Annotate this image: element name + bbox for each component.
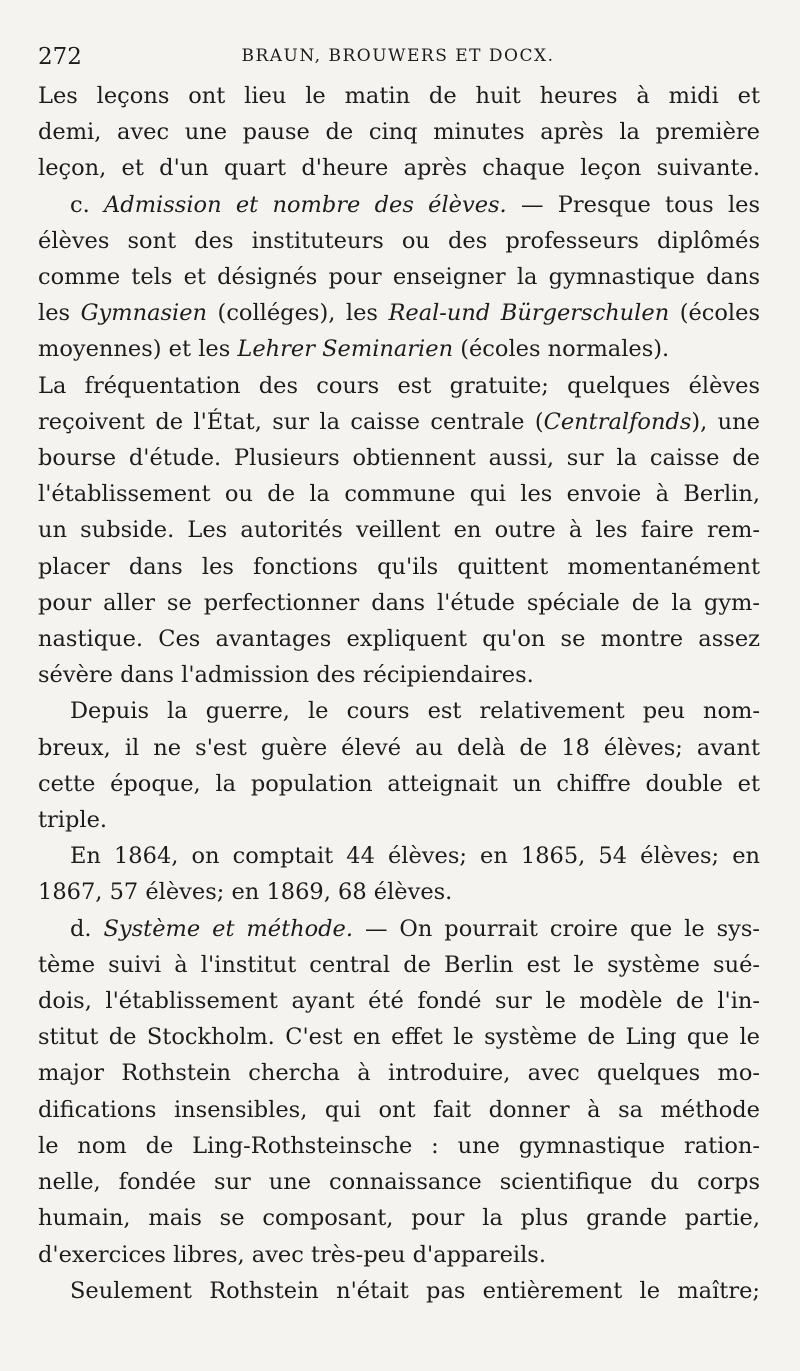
text-line: cette époque, la population atteignait un chiffre double et [38,770,760,797]
text-line: pour aller se perfectionner dans l'étude spéciale de la gym- [38,589,760,616]
text-line: Seulement Rothstein n'était pas entièrement le maître; [70,1277,760,1304]
text-line: dois, l'établissement ayant été fondé sur le modèle de l'in- [38,988,760,1015]
section-heading: Système et méthode. [103,915,354,942]
text-line: Depuis la guerre, le cours est relativement peu nom- [70,698,760,725]
text-line: sévère dans l'admission des récipiendaires. [38,662,534,689]
running-head: BRAUN, BROUWERS ET DOCX. [241,46,555,66]
text-line: c. Admission et nombre des élèves. — Presque tous les [70,191,761,218]
text-line: stitut de Stockholm. C'est en effet le système de Ling que le [38,1024,760,1051]
text-line: un subside. Les autorités veillent en outre à les faire rem- [38,517,760,544]
text-line: humain, mais se composant, pour la plus grande partie, [38,1205,760,1232]
text-line: d'exercices libres, avec très-peu d'appareils. [38,1241,546,1268]
text-line: leçon, et d'un quart d'heure après chaque leçon suivante. [38,155,760,182]
text-line: difications insensibles, qui ont fait donner à sa méthode [38,1096,760,1123]
text-line: En 1864, on comptait 44 élèves; en 1865, 54 élèves; en [70,843,760,870]
text-line: d. Système et méthode. — On pourrait croire que le sys- [70,915,760,942]
text-line: tème suivi à l'institut central de Berlin est le système sué- [38,951,760,978]
text-line: La fréquentation des cours est gratuite; quelques élèves [38,372,760,399]
text-line: reçoivent de l'État, sur la caisse centrale (Centralfonds), une [38,408,760,435]
text-line: demi, avec une pause de cinq minutes après la première [38,119,760,146]
text-line: placer dans les fonctions qu'ils quittent momentanément [38,553,760,580]
text-line: bourse d'étude. Plusieurs obtiennent aussi, sur la caisse de [38,445,760,472]
text-line: élèves sont des instituteurs ou des professeurs diplômés [38,227,760,254]
page-header [38,38,758,72]
text-line: 1867, 57 élèves; en 1869, 68 élèves. [38,879,453,906]
text-line: moyennes) et les Lehrer Seminarien (écoles normales). [38,336,670,363]
text-line: le nom de Ling-Rothsteinsche : une gymnastique ration- [38,1132,760,1159]
text-line: les Gymnasien (colléges), les Real-und Bürgerschulen (écoles [38,300,760,327]
text-line: nastique. Ces avantages expliquent qu'on se montre assez [38,626,760,653]
text-line: Les leçons ont lieu le matin de huit heures à midi et [38,83,760,109]
text-line: breux, il ne s'est guère élevé au delà de 18 élèves; avant [38,734,760,761]
text-line: l'établissement ou de la commune qui les envoie à Berlin, [38,481,760,508]
text-line: triple. [38,807,108,834]
text-line: comme tels et désignés pour enseigner la gymnastique dans [38,264,760,291]
text-line: major Rothstein chercha à introduire, avec quelques mo- [38,1060,760,1087]
page-number: 272 [38,44,82,70]
body-text [38,78,760,1309]
section-heading: Admission et nombre des élèves. [104,191,507,218]
text-line: nelle, fondée sur une connaissance scientifique du corps [38,1169,760,1196]
